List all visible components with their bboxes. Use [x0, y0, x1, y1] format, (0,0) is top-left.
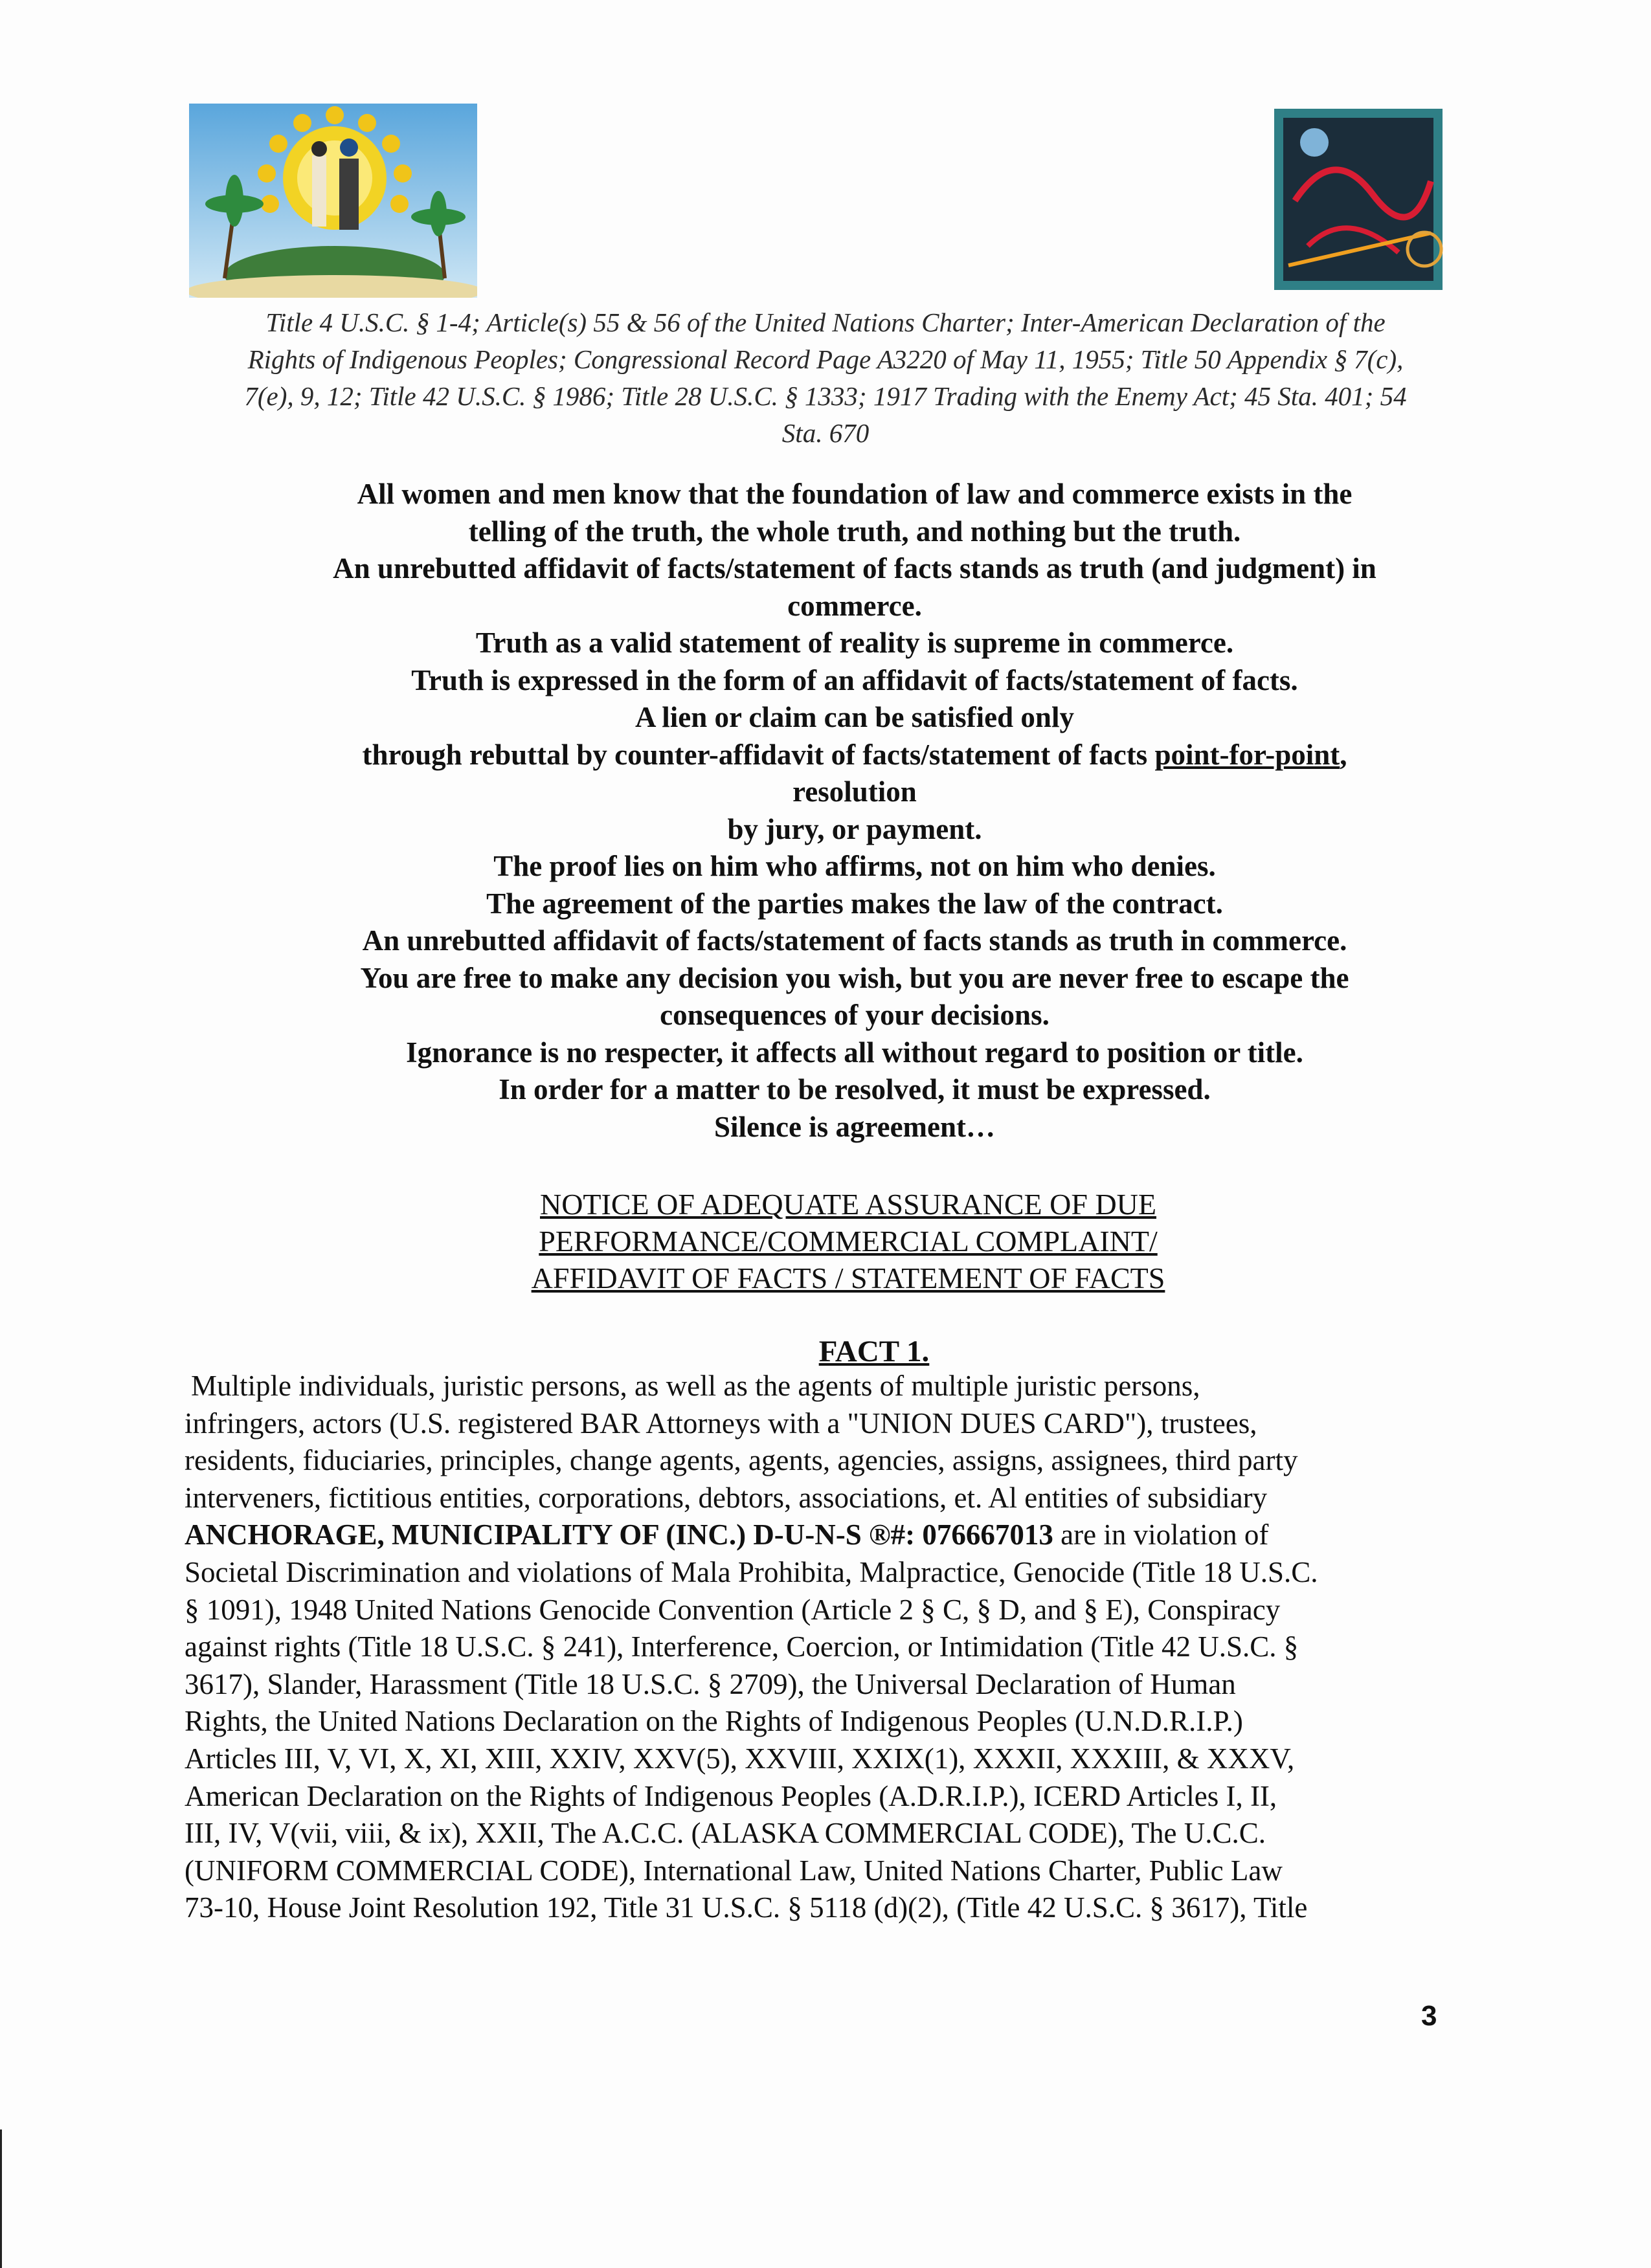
- notice-title-line: NOTICE OF ADEQUATE ASSURANCE OF DUE: [539, 1188, 1156, 1221]
- notice-title-line: PERFORMANCE/COMMERCIAL COMPLAINT/: [539, 1225, 1158, 1258]
- maxim-line: All women and men know that the foundation of law and commerce exists in the: [357, 478, 1353, 510]
- maxim-line: commerce.: [787, 589, 922, 622]
- citation-line: Rights of Indigenous Peoples; Congressional Record Page A3220 of May 11, 1955; Title 50 Appendix § 7(c),: [247, 344, 1404, 374]
- paragraph-line: Societal Discrimination and violations of Mala Prohibita, Malpractice, Genocide (Title 18 U.S.C.: [185, 1555, 1318, 1588]
- page-number: 3: [1421, 2000, 1437, 2032]
- maxim-line: Ignorance is no respecter, it affects all without regard to position or title.: [406, 1036, 1303, 1069]
- paragraph-text: are in violation of: [1053, 1518, 1269, 1551]
- citation-line: Title 4 U.S.C. § 1-4; Article(s) 55 & 56 of the United Nations Charter; Inter-American Declaration of the: [265, 307, 1386, 337]
- paragraph-line: (UNIFORM COMMERCIAL CODE), International Law, United Nations Charter, Public Law: [185, 1854, 1283, 1887]
- paragraph-line: 73-10, House Joint Resolution 192, Title 31 U.S.C. § 5118 (d)(2), (Title 42 U.S.C. § 3617), Title: [185, 1891, 1308, 1924]
- commerce-maxims: [246, 476, 1463, 1146]
- maxim-line: consequences of your decisions.: [660, 999, 1050, 1031]
- maxim-line: by jury, or payment.: [727, 812, 982, 845]
- maxim-line: Truth as a valid statement of reality is supreme in commerce.: [475, 627, 1234, 659]
- paragraph-line: Rights, the United Nations Declaration on the Rights of Indigenous Peoples (U.N.D.R.I.P.): [185, 1705, 1243, 1738]
- paragraph-line: infringers, actors (U.S. registered BAR Attorneys with a "UNION DUES CARD"), trustees,: [185, 1406, 1257, 1440]
- postage-stamp-seal: [1269, 104, 1448, 304]
- postage-stamp-graphic: [1269, 104, 1448, 304]
- maxim-line: Silence is agreement…: [713, 1110, 996, 1143]
- emblem-logo-graphic: [189, 104, 477, 298]
- paragraph-line: interveners, fictitious entities, corporations, debtors, associations, et. Al entities of subsidiary: [185, 1481, 1268, 1514]
- notice-title: [363, 1186, 1334, 1296]
- paragraph-line: American Declaration on the Rights of Indigenous Peoples (A.D.R.I.P.), ICERD Articles I, II,: [185, 1779, 1277, 1812]
- point-for-point-underlined: point-for-point: [1154, 738, 1340, 771]
- maxim-text: ,: [1340, 738, 1347, 771]
- paragraph-line: residents, fiduciaries, principles, change agents, agents, agencies, assigns, assignees, third party: [185, 1444, 1298, 1477]
- paragraph-line: against rights (Title 18 U.S.C. § 241), Interference, Coercion, or Intimidation (Title 42 U.S.C. §: [185, 1630, 1299, 1663]
- maxim-line: An unrebutted affidavit of facts/statement of facts stands as truth in commerce.: [362, 924, 1347, 957]
- maxim-line: The proof lies on him who affirms, not on him who denies.: [493, 850, 1216, 882]
- maxim-text: through rebuttal by counter-affidavit of facts/statement of facts: [362, 738, 1155, 771]
- fact-heading: FACT 1.: [818, 1335, 930, 1368]
- paragraph-line: Multiple individuals, juristic persons, as well as the agents of multiple juristic persons,: [191, 1370, 1200, 1402]
- maxim-line: Truth is expressed in the form of an affidavit of facts/statement of facts.: [411, 663, 1298, 696]
- notice-title-line: AFFIDAVIT OF FACTS / STATEMENT OF FACTS: [531, 1262, 1165, 1295]
- legal-citation-header: [175, 304, 1476, 452]
- maxim-line: An unrebutted affidavit of facts/statement of facts stands as truth (and judgment) in: [333, 552, 1376, 584]
- paragraph-line: Articles III, V, VI, X, XI, XIII, XXIV, XXV(5), XXVIII, XXIX(1), XXXII, XXXIII, & XXXV,: [185, 1742, 1295, 1775]
- maxim-line: resolution: [792, 775, 917, 808]
- citation-line: Sta. 670: [781, 418, 870, 448]
- paragraph-line: § 1091), 1948 United Nations Genocide Convention (Article 2 § C, § D, and § E), Conspiracy: [185, 1593, 1281, 1626]
- emblem-logo: [189, 104, 477, 298]
- maxim-line: The agreement of the parties makes the law of the contract.: [486, 887, 1223, 920]
- paragraph-line: III, IV, V(vii, viii, & ix), XXII, The A.C.C. (ALASKA COMMERCIAL CODE), The U.C.C.: [185, 1817, 1266, 1850]
- maxim-line: A lien or claim can be satisfied only: [635, 701, 1074, 733]
- fact-body-paragraph: [185, 1368, 1473, 1927]
- citation-line: 7(e), 9, 12; Title 42 U.S.C. § 1986; Title 28 U.S.C. § 1333; 1917 Trading with the Enemy Act; 45 Sta. 401; 54: [244, 381, 1407, 411]
- maxim-line: telling of the truth, the whole truth, and nothing but the truth.: [468, 515, 1241, 548]
- entity-name-bold: ANCHORAGE, MUNICIPALITY OF (INC.) D-U-N-S ®#: 076667013: [185, 1518, 1053, 1551]
- maxim-line: You are free to make any decision you wish, but you are never free to escape the: [360, 961, 1349, 994]
- paragraph-line: [185, 1517, 1473, 1554]
- scan-edge-line: [0, 2129, 2, 2268]
- maxim-line: In order for a matter to be resolved, it must be expressed.: [499, 1073, 1211, 1106]
- maxim-line: [246, 737, 1463, 774]
- paragraph-line: 3617), Slander, Harassment (Title 18 U.S.C. § 2709), the Universal Declaration of Human: [185, 1667, 1236, 1700]
